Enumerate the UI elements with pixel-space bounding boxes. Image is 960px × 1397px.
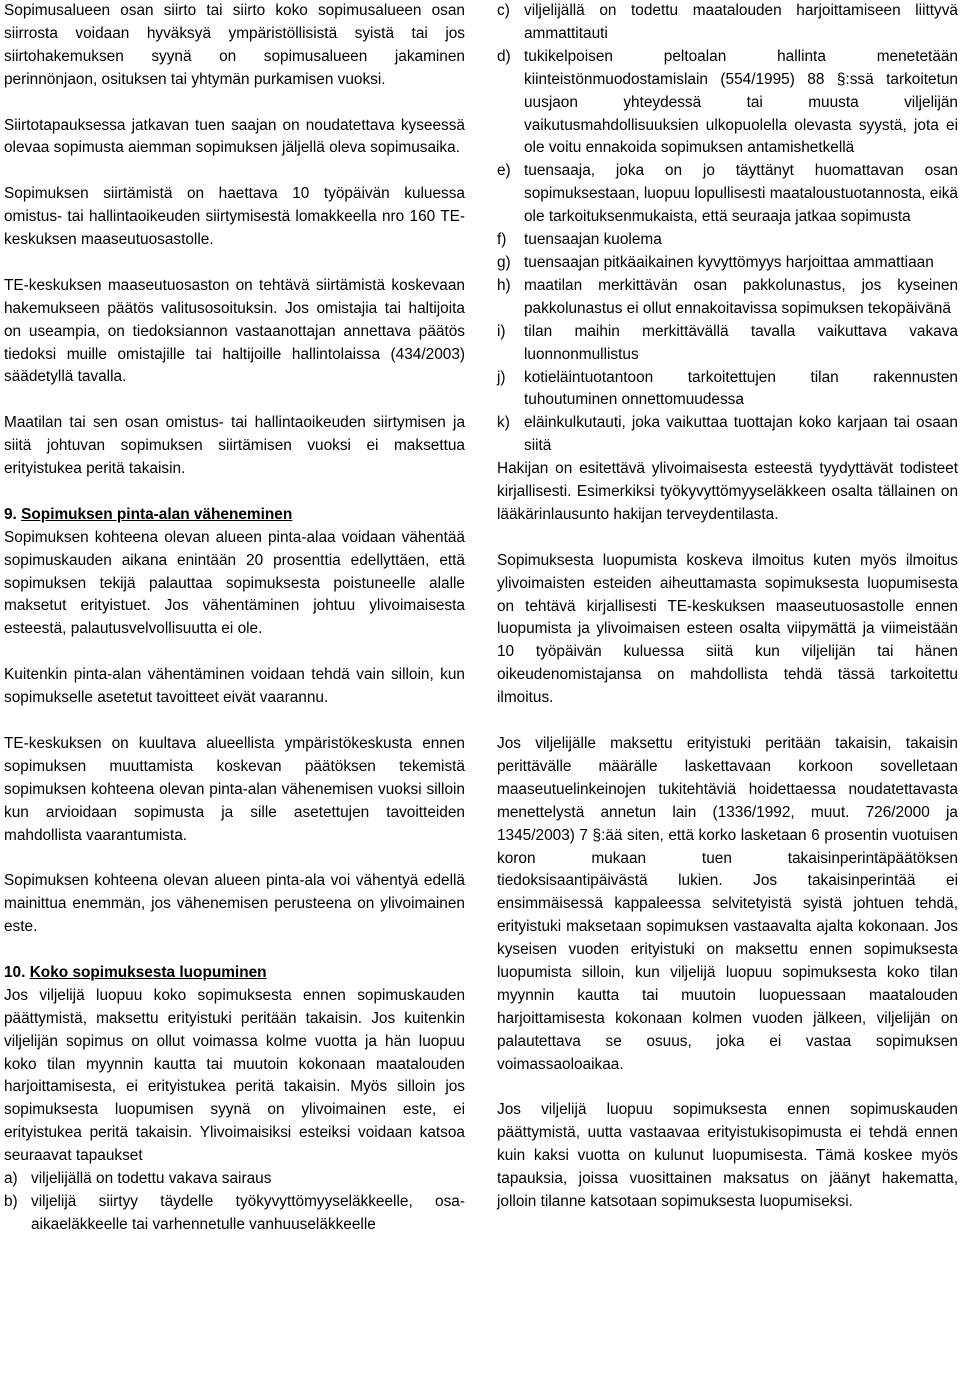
list-item (4, 1191, 465, 1237)
force-majeure-list-continued (497, 0, 958, 458)
list-item (497, 367, 958, 413)
list-marker: c) (497, 2, 510, 19)
list-item-text: viljelijällä on todettu vakava sairaus (31, 1170, 272, 1188)
left-column (4, 0, 465, 1237)
list-item-text: tukikelpoisen peltoalan hallinta menetetään kiinteistönmuodostamislain (554/1995) 88 §:ssä tarkoitetun uusjaon yhteydessä tai muusta viljelijän vaikutusmahdollisuuksien ulkopuolella olevasta syystä, jota ei ole voitu ennakoida sopimuksen antamishetkellä (524, 47, 958, 157)
list-item-text: kotieläintuotantoon tarkoitettujen tilan rakennusten tuhoutuminen onnettomuudessa (524, 368, 958, 409)
list-item-text: tuensaajan kuolema (524, 231, 662, 249)
paragraph-siirtamisen-hakeminen: Sopimuksen siirtämistä on haettava 10 työpäivän kuluessa omistus- tai hallintaoikeuden siirtymisestä lomakkeella nro 160 TE-keskuksen maaseutuosastolle. (4, 185, 465, 249)
list-marker: b) (4, 1192, 18, 1210)
paragraph-ylivoimainen-este: Sopimuksen kohteena olevan alueen pinta-ala voi vähentyä edellä mainittua enemmän, jos vähenemisen perusteena on ylivoimainen este. (4, 872, 465, 936)
paragraph-takaisinperinta-korko: Jos viljelijälle maksettu erityistuki peritään takaisin, takaisin perittävälle määrälle laskettavaan korkoon sovelletaan maaseutuelinkeinojen tukitehtäviä hoidettaessa noudatettavasta menettelystä annetun lain (1336/1992, muut. 726/2000 ja 1345/2003) 7 §:ää siten, että korko lasketaan 6 prosentin vuotuisen koron mukaan tuen takaisinperintäpäätöksen tiedoksisaantipäivästä lukien. Jos takaisinperintää ei ensimmäisessä kappaleessa selvitetyistä syistä johtuen tehdä, erityistuki maksetaan sopimuksen vastaavalta ajalta kokonaan. Jos kyseisen vuoden erityistuki on maksettu ennen sopimuksesta luopumista silloin, kun viljelijä luopuu sopimuksesta koko tilan myynnin kautta tai muutoin luopuessaan maatalouden harjoittamisesta kokonaan kolmen vuoden jälkeen, viljelijän on palautettava se osuus, joka ei vastaa sopimuksen voimassaoloaikaa. (497, 734, 958, 1073)
list-marker: g) (497, 253, 511, 271)
section-heading-9 (4, 504, 465, 527)
list-item (497, 321, 958, 367)
list-marker: h) (497, 276, 511, 294)
paragraph-siirtotapaus: Siirtotapauksessa jatkavan tuen saajan on noudatettava kyseessä olevaa sopimusta aiemman sopimuksen jäljellä oleva sopimusaika. (4, 116, 465, 157)
section-title: Sopimuksen pinta-alan väheneminen (21, 505, 293, 523)
list-marker: f) (497, 231, 507, 249)
list-item-text: maatilan merkittävän osan pakkolunastus, jos kyseinen pakkolunastus ei ollut ennakoitavissa sopimuksen tekopäivänä (524, 276, 958, 317)
paragraph-ymparistokeskus: TE-keskuksen on kuultava alueellista ympäristökeskusta ennen sopimuksen muuttamista koskevan päätöksen tekemistä sopimuksen kohteena olevan pinta-alan vähenemisen vuoksi silloin kun arvioidaan sopimusta ja sille asetettujen tavoitteiden mahdollista vaarantumista. (4, 734, 465, 844)
right-column (497, 0, 958, 1214)
list-item (497, 252, 958, 275)
paragraph-siirtopaatos: TE-keskuksen maaseutuosaston on tehtävä siirtämistä koskevaan hakemukseen päätös valitusosoituksin. Jos omistajia tai haltijoita on useampia, on tiedoksiannon vastaanottajan annettava päätös tiedoksi muille omistajille tai haltijoille hallintolaissa (434/2003) säädetyllä tavalla. (4, 276, 465, 386)
list-item (497, 412, 958, 458)
list-marker: k) (497, 414, 510, 432)
paragraph-sopimusalueen-siirto: Sopimusalueen osan siirto tai siirto koko sopimusalueen osan siirrosta voidaan hyväksyä ympäristöllisistä syistä tai jos siirtohakemuksen syynä on sopimusalueen jakaminen perinnönjaon, osituksen tai yhtymän purkamisen vuoksi. (4, 2, 465, 88)
list-item-text: eläinkulkutauti, joka vaikuttaa tuottajan koko karjaan tai osaan siitä (524, 414, 958, 455)
list-item-text: tuensaaja, joka on jo täyttänyt huomattavan osan sopimuksestaan, luopuu lopullisesti maataloustuotannosta, eikä ole tarkoituksenmukaista, että seuraaja jatkaa sopimusta (524, 162, 958, 226)
paragraph-todisteet: Hakijan on esitettävä ylivoimaisesta esteestä tyydyttävät todisteet kirjallisesti. Esimerkiksi työkyvyttömyyseläkkeen osalta tällainen on lääkärinlausunto hakijan terveydentilasta. (497, 460, 958, 523)
section-number: 9. (4, 505, 17, 523)
list-item (497, 160, 958, 229)
paragraph-pinta-alan-vahentaminen: Sopimuksen kohteena olevan alueen pinta-alaa voidaan vähentää sopimuskauden aikana enintään 20 prosenttia edellyttäen, että sopimuksen tekijä palauttaa sopimuksesta poistuneelle alalle maksetut erityistuet. Jos vähentäminen johtuu ylivoimaisesta esteestä, palautusvelvollisuutta ei ole. (4, 528, 465, 638)
list-item-text: tuensaajan pitkäaikainen kyvyttömyys harjoittaa ammattiaan (524, 253, 934, 271)
section-title: Koko sopimuksesta luopuminen (29, 963, 267, 981)
list-item-text: viljelijällä on todettu maatalouden harjoittamiseen liittyvä ammattitauti (524, 2, 958, 42)
list-item (497, 229, 958, 252)
paragraph-luopumisilmoitus: Sopimuksesta luopumista koskeva ilmoitus kuten myös ilmoitus ylivoimaisten esteiden aiheuttamasta sopimuksesta luopumisesta on tehtävä kirjallisesti TE-keskuksen maaseutuosastolle ennen luopumista ja ylivoimaisen esteen osalta viipymättä ja viimeistään 10 työpäivän kuluessa siitä kun viljelijän tai hänen oikeudenomistajansa on mahdollista tehdä tässä tarkoitettu ilmoitus. (497, 551, 958, 707)
list-marker: i) (497, 322, 506, 340)
paragraph-ei-takaisinperintaa: Maatilan tai sen osan omistus- tai hallintaoikeuden siirtymisen ja siitä johtuvan sopimuksen siirtämisen vuoksi ei maksettua erityistukea peritä takaisin. (4, 414, 465, 478)
list-marker: j) (497, 368, 506, 386)
list-marker: d) (497, 47, 511, 65)
paragraph-tavoitteet: Kuitenkin pinta-alan vähentäminen voidaan tehdä vain silloin, kun sopimukselle asetetut tavoitteet eivät vaarannu. (4, 666, 465, 707)
section-heading-10 (4, 962, 465, 985)
paragraph-koko-sopimuksesta-luopuminen: Jos viljelijä luopuu koko sopimuksesta ennen sopimuskauden päättymistä, maksettu erityistuki peritään takaisin. Jos kuitenkin viljelijän sopimus on ollut voimassa kolme vuotta ja hän luopuu koko tilan myynnin kautta tai muutoin kokonaan maatalouden harjoittamisesta, ei erityistukea peritä takaisin. Myös silloin jos sopimuksesta luopumisen syynä on ylivoimainen este, ei erityistukea peritä takaisin. Ylivoimaisiksi esteiksi voidaan katsoa seuraavat tapaukset (4, 986, 465, 1165)
list-item-text: viljelijä siirtyy täydelle työkyvyttömyyseläkkeelle, osa-aikaeläkkeelle tai varhennetulle vanhuuseläkkeelle (31, 1192, 465, 1233)
list-item (497, 275, 958, 321)
list-item (497, 0, 958, 46)
list-marker: a) (4, 1170, 18, 1188)
list-item (4, 1168, 465, 1191)
section-number: 10. (4, 963, 26, 981)
list-marker: e) (497, 162, 511, 180)
list-item-text: tilan maihin merkittävällä tavalla vaikuttava vakava luonnonmullistus (524, 322, 958, 363)
list-item (497, 46, 958, 161)
force-majeure-list (4, 1168, 465, 1237)
paragraph-uusi-sopimus: Jos viljelijä luopuu sopimuksesta ennen sopimuskauden päättymistä, uutta vastaavaa erityistukisopimusta ei tehdä ennen kuin kaksi vuotta on kulunut luopumisesta. Tämä koskee myös tapauksia, joissa vuosittainen maksatus on jäänyt hakematta, jolloin tilanne katsotaan sopimuksesta luopumiseksi. (497, 1101, 958, 1211)
